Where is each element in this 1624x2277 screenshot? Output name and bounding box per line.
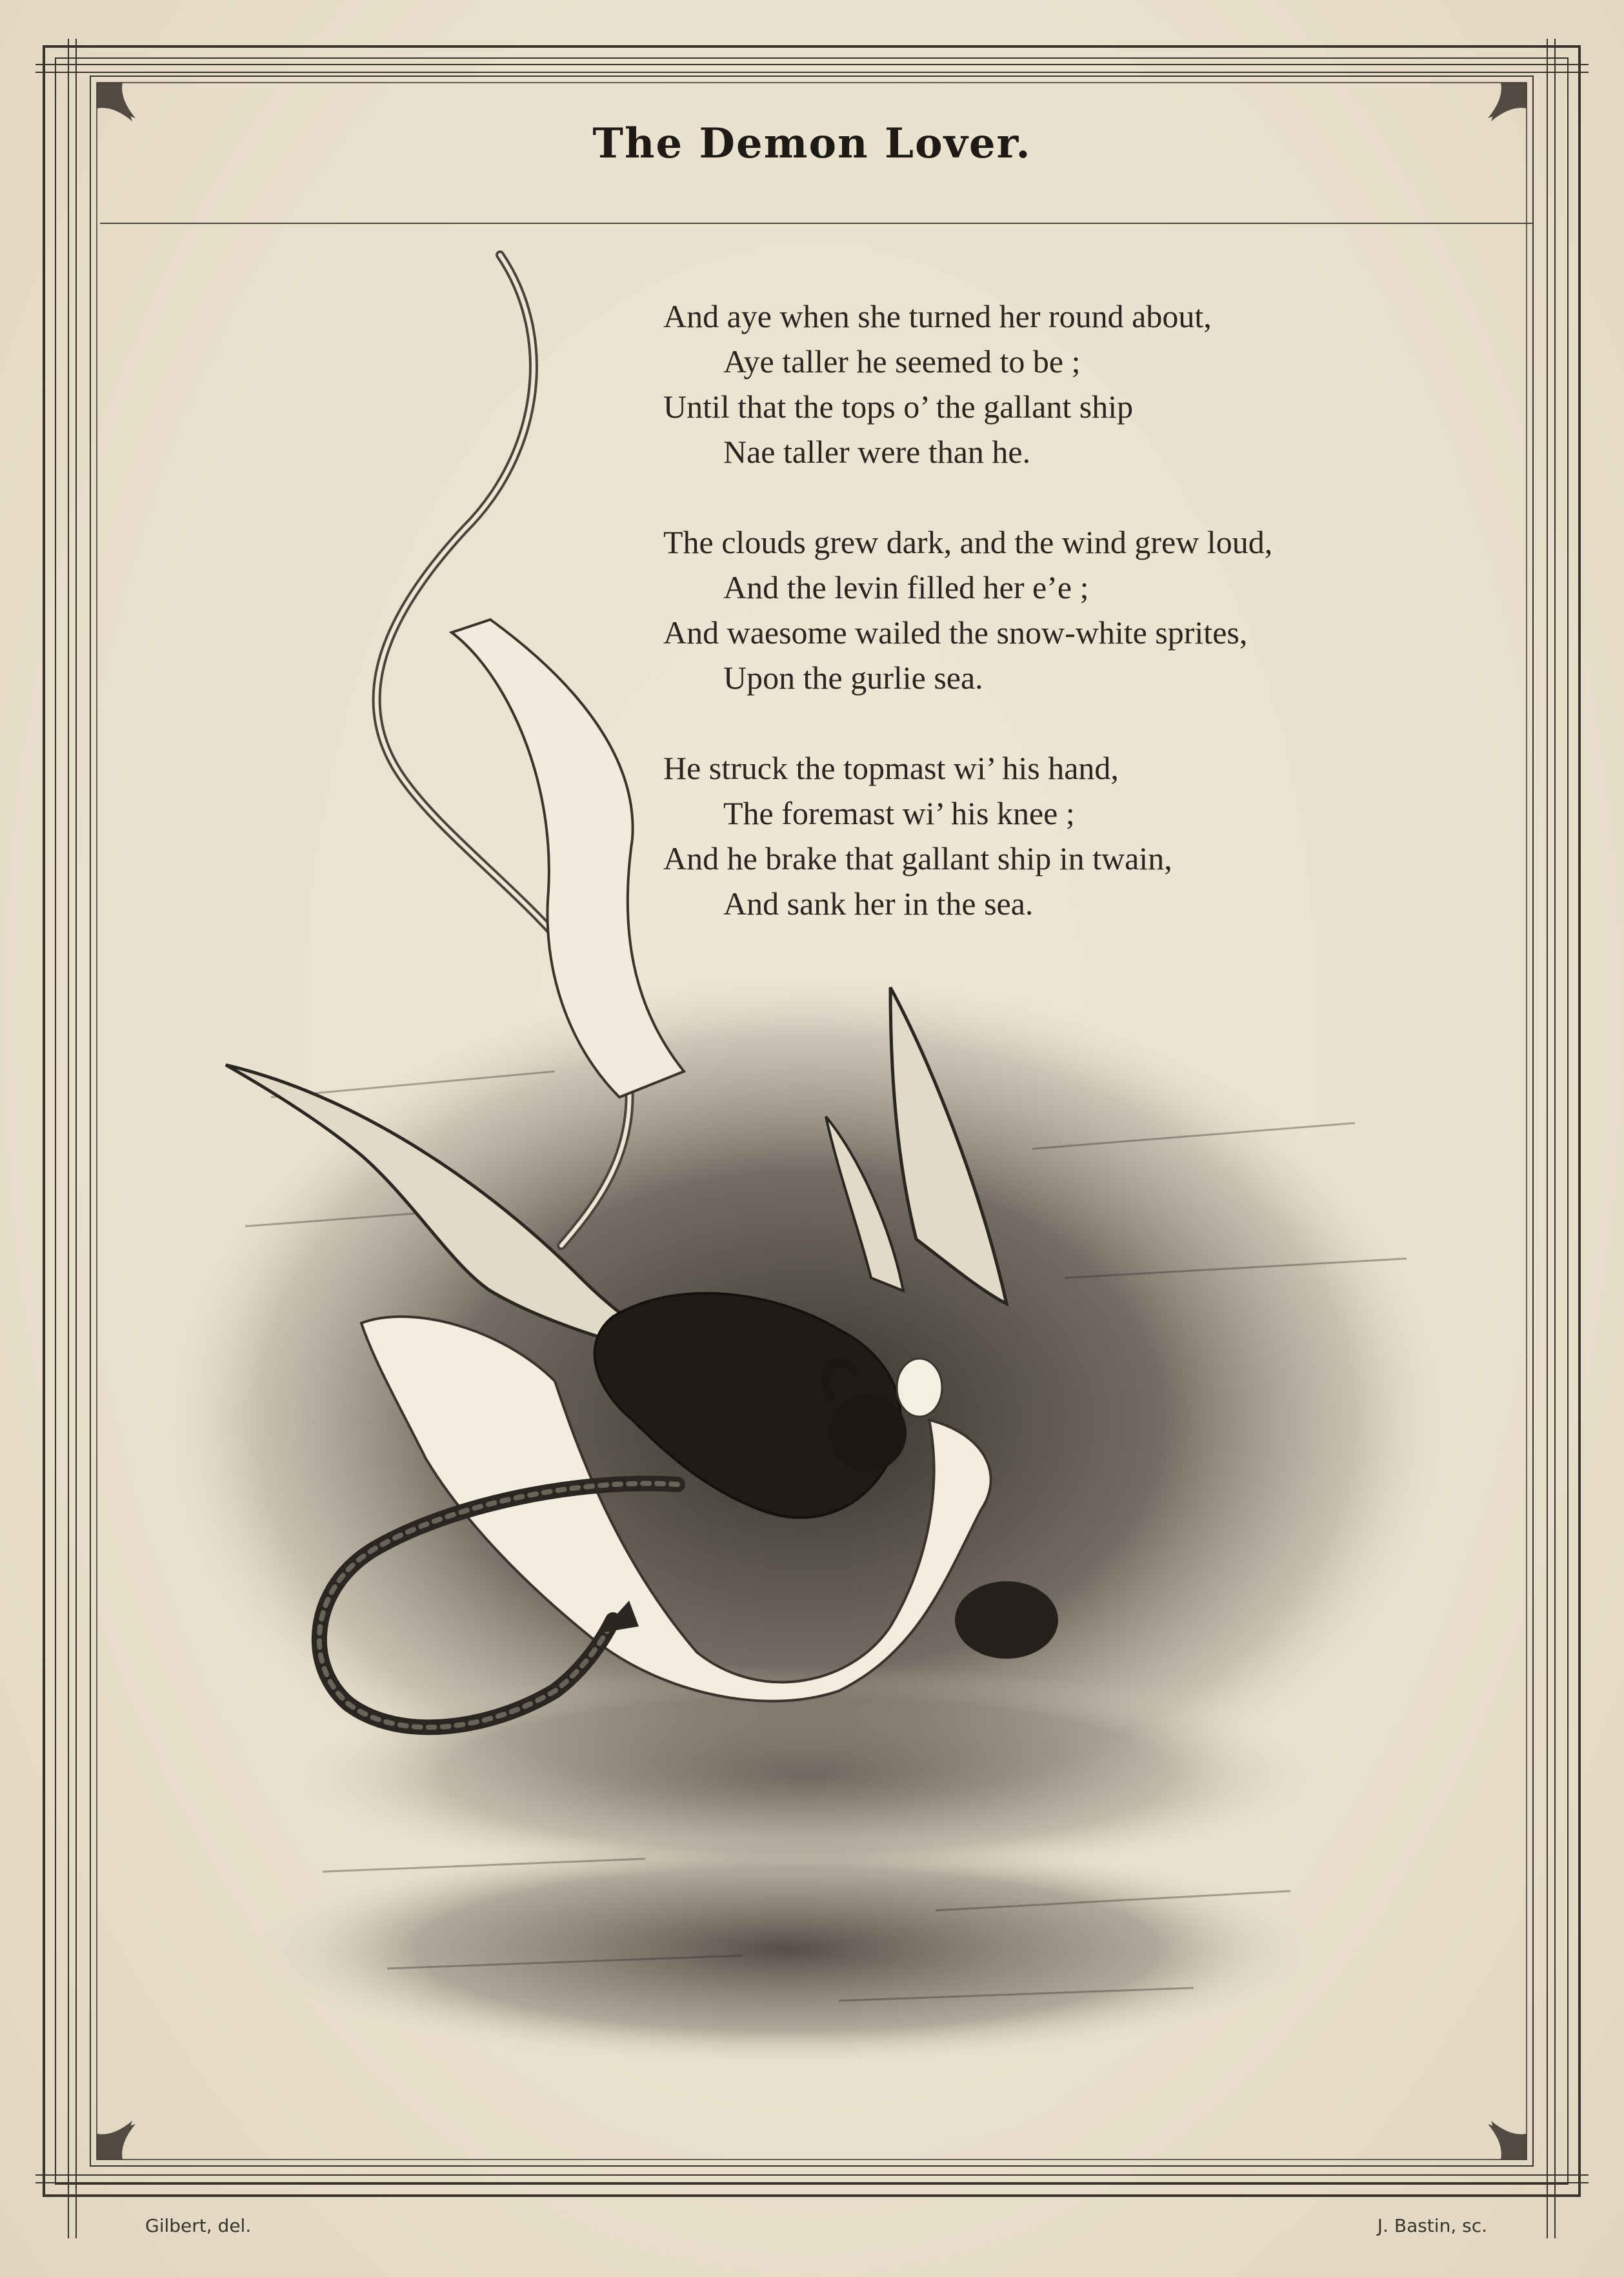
stanza-2 (663, 520, 1502, 700)
poem-line: Aye taller he seemed to be ; (723, 343, 1081, 380)
poem-line: Upon the gurlie sea. (723, 660, 983, 696)
stanza-3 (663, 745, 1502, 926)
poem-line: Until that the tops o’ the gallant ship (663, 389, 1134, 425)
engraver-credit: J. Bastin, sc. (1377, 2215, 1487, 2236)
poem-line: And sank her in the sea. (723, 886, 1034, 922)
poem-line: Nae taller were than he. (723, 434, 1031, 470)
poem-line: The clouds grew dark, and the wind grew loud, (663, 524, 1273, 560)
poem-line: And the levin filled her e’e ; (723, 569, 1089, 605)
poem-body (663, 294, 1502, 971)
stanza-1 (663, 294, 1502, 474)
poem-line: He struck the topmast wi’ his hand, (663, 750, 1119, 786)
poem-line: And waesome wailed the snow-white sprites, (663, 614, 1248, 651)
page-title: The Demon Lover. (592, 119, 1032, 168)
artist-credit: Gilbert, del. (145, 2215, 252, 2236)
poem-line: And aye when she turned her round about, (663, 298, 1212, 334)
poem-line: And he brake that gallant ship in twain, (663, 840, 1172, 876)
poem-line: The foremast wi’ his knee ; (723, 795, 1075, 831)
